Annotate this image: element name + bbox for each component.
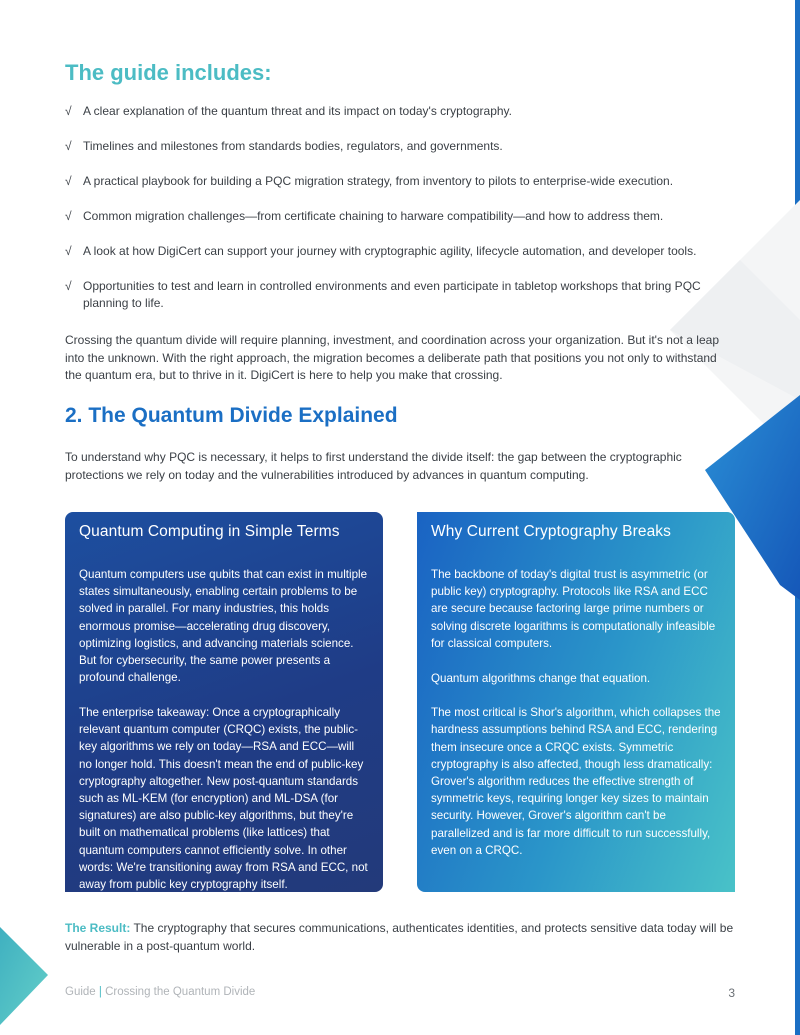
footer-doc-type: Guide: [65, 986, 96, 998]
page-number: 3: [728, 986, 735, 1000]
list-item-text: A practical playbook for building a PQC migration strategy, from inventory to pilots to enterprise-wide execution.: [83, 174, 674, 188]
check-icon: √: [65, 279, 72, 293]
list-item-text: Common migration challenges—from certificate chaining to harware compatibility—and how to address them.: [83, 209, 664, 223]
footer-separator: |: [98, 986, 102, 998]
card-paragraph: Quantum algorithms change that equation.: [431, 671, 651, 685]
list-item: [65, 138, 735, 155]
card-paragraph: The backbone of today's digital trust is asymmetric (or public key) cryptography. Protocols like RSA and ECC are secure because factoring large prime numbers or solving discrete logarithms is computationally infeasible for classical computers.: [431, 568, 716, 650]
result-statement: [65, 920, 735, 955]
check-icon: √: [65, 174, 72, 188]
list-item-text: A look at how DigiCert can support your journey with cryptographic agility, lifecycle automation, and developer tools.: [83, 244, 697, 258]
list-item-text: Opportunities to test and learn in controlled environments and even participate in tabletop workshops that bring PQC planning to life.: [83, 279, 701, 310]
list-item: [65, 243, 735, 260]
footer: [65, 986, 255, 998]
section-heading: 2. The Quantum Divide Explained: [65, 404, 398, 427]
list-item-text: Timelines and milestones from standards bodies, regulators, and governments.: [83, 139, 503, 153]
check-icon: √: [65, 244, 72, 258]
check-icon: √: [65, 104, 72, 118]
section-intro: To understand why PQC is necessary, it helps to first understand the divide itself: the gap between the cryptographic protections we rely on today and the vulnerabilities introduced by advances in quantum computing.: [65, 450, 682, 482]
card-quantum-computing: [65, 512, 383, 892]
footer-doc-title: Crossing the Quantum Divide: [105, 986, 256, 998]
decorative-corner-shape-left: [0, 915, 60, 1035]
card-title: Why Current Cryptography Breaks: [431, 523, 671, 540]
list-item: [65, 208, 735, 225]
list-item: [65, 103, 735, 120]
check-icon: √: [65, 209, 72, 223]
card-title: Quantum Computing in Simple Terms: [79, 523, 340, 540]
card-paragraph: Quantum computers use qubits that can exist in multiple states simultaneously, enabling certain problems to be solved in parallel. For many industries, this holds enormous promise—accelerating drug discovery, optimizing logistics, and advancing materials science. But for cybersecurity, the same power presents a profound challenge.: [79, 568, 368, 685]
card-why-crypto-breaks: [417, 512, 735, 892]
card-paragraph: The most critical is Shor's algorithm, which collapses the hardness assumptions behind RSA and ECC, rendering them insecure once a CRQC exists. Symmetric cryptography is also affected, though less dramatically: Grover's algorithm reduces the effective strength of symmetric keys, requiring longer key sizes to maintain security. However, Grover's algorithm can't be parallelized and is far more difficult to run successfully, even on a CRQC.: [431, 706, 721, 857]
result-text: The cryptography that secures communications, authenticates identities, and protects sensitive data today will be vulnerable in a post-quantum world.: [65, 921, 734, 953]
check-icon: √: [65, 139, 72, 153]
card-paragraph: The enterprise takeaway: Once a cryptographically relevant quantum computer (CRQC) exists, the public-key algorithms we rely on today—RSA and ECC—will no longer hold. This doesn't mean the end of public-key cryptography altogether. New post-quantum standards such as ML-KEM (for encryption) and ML-DSA (for signatures) are also public-key algorithms, but they're built on mathematical problems (like lattices) that quantum computers cannot efficiently solve. In other words: We're transitioning away from RSA and ECC, not away from public key cryptography itself.: [79, 705, 368, 891]
closing-paragraph: Crossing the quantum divide will require planning, investment, and coordination across your organization. But it's not a leap into the unknown. With the right approach, the migration becomes a deliberate path that positions you not only to withstand the quantum era, but to thrive in it. DigiCert is here to help you make that crossing.: [65, 333, 719, 382]
list-item: [65, 278, 735, 312]
list-item-text: A clear explanation of the quantum threat and its impact on today's cryptography.: [83, 104, 512, 118]
guide-heading: The guide includes:: [65, 60, 272, 85]
guide-list: [65, 103, 735, 312]
result-lead: The Result:: [65, 921, 131, 935]
list-item: [65, 173, 735, 190]
